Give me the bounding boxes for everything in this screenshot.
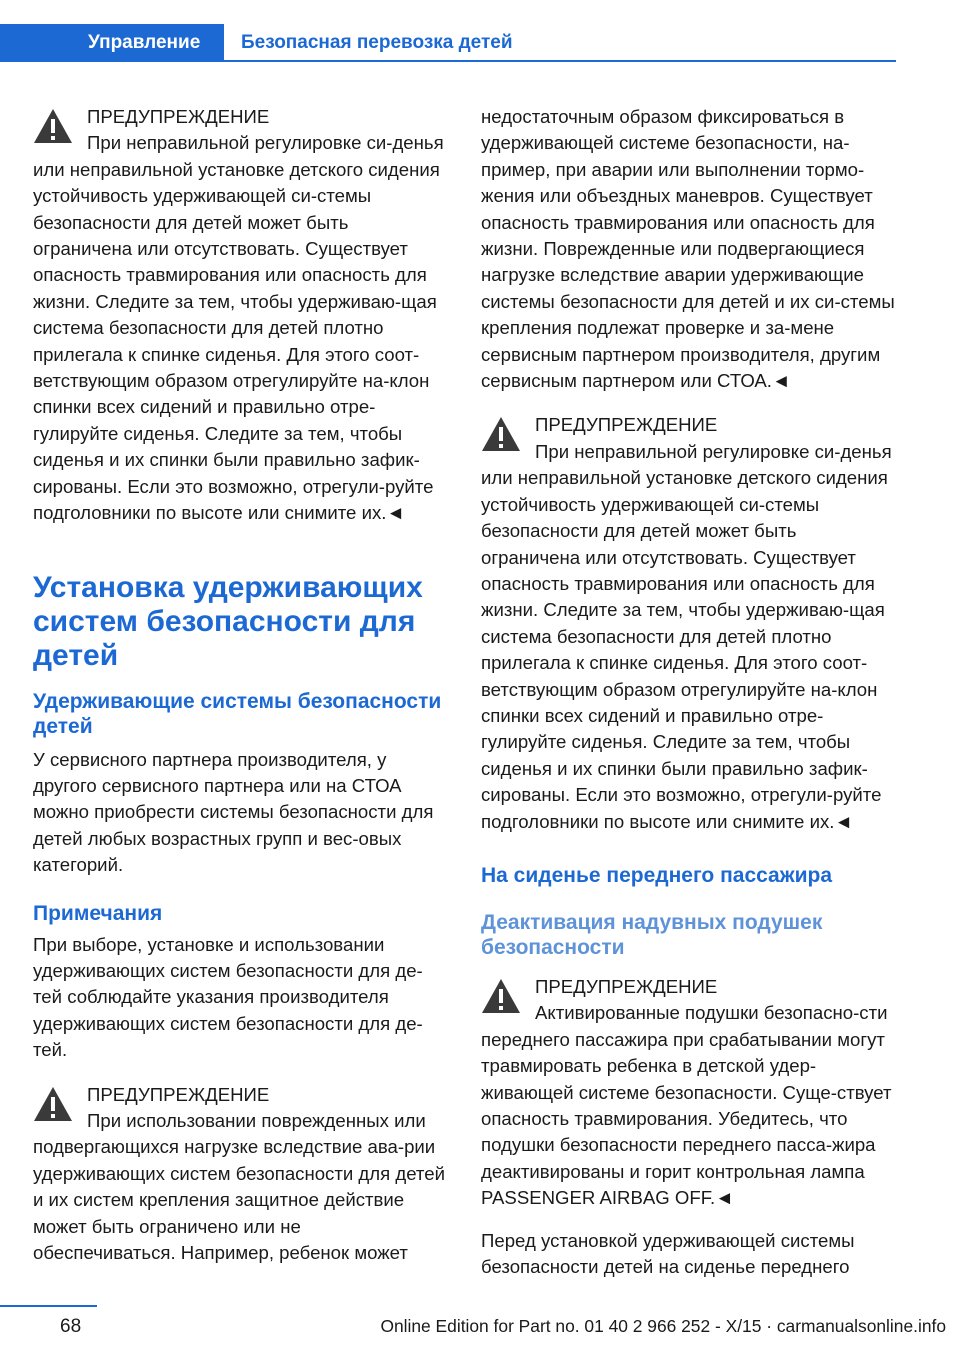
warning-text: При использовании поврежденных или подвергающихся нагрузке вследствие ава-рии удерживающих систем безопасности для детей и их систем крепления защитное действие может быть ограничено или не обеспечиваться. Например, ребенок может (33, 1109, 445, 1263)
body-paragraph: Перед установкой удерживающей системы безопасности детей на сиденье переднего (481, 1229, 855, 1278)
warning-label: ПРЕДУПРЕЖДЕНИЕ (87, 106, 270, 127)
footer-rule (0, 1305, 97, 1307)
notes-heading: Примечания (33, 901, 163, 925)
subsection-heading: Удерживающие системы безопасности детей (33, 689, 442, 738)
warning-text: При неправильной регулировке си-денья или неправильной установке детского сидения устойчивость удерживающей си-стемы безопасности для детей может быть ограничена или отсутствовать. Существует опасность травмирования или опасность для жизни. Следите за тем, чтобы удерживаю-щая система безопасности для детей плотно прилегала к спинке сиденья. Для этого соот-ветствующим образом отрегулируйте на-клон спинки всех сидений и правильно отре-гулируйте сиденья. Следите за тем, чтобы сиденья и их спинки были правильно зафик-сированы. Если это возможно, отрегули-руйте подголовники по высоте или снимите их.◄ (481, 440, 892, 832)
warning-block (481, 412, 895, 835)
warning-text: Активированные подушки безопасно-сти переднего пассажира при срабатывании могут травмировать ребенка в детской удер-живающей системе безопасности. Суще-ствует опасность травмирования. Убедитесь, что подушки безопасности переднего пасса-жира деактивированы и горит контрольная лампа PASSENGER AIRBAG OFF.◄ (481, 1002, 892, 1209)
warning-triangle-icon (481, 978, 521, 1014)
warning-label: ПРЕДУПРЕЖДЕНИЕ (535, 975, 718, 997)
warning-block (33, 104, 447, 527)
body-paragraph: У сервисного партнера производителя, у другого сервисного партнера или на СТОА можно приобрести системы безопасности для детей любых возрастных групп и вес-овых категорий. (33, 748, 434, 876)
section-heading: Установка удерживающих систем безопасности для детей (33, 570, 423, 672)
page-number: 68 (60, 1316, 82, 1337)
warning-block (481, 974, 895, 1212)
body-paragraph: недостаточным образом фиксироваться в удерживающей системе безопасности, на-пример, при аварии или выполнении тормо-жения или объездных маневров. Существует опасность травмирования или опасность для жизни. Поврежденные или подвергающиеся нагрузке вследствие аварии удерживающие системы безопасности для детей и их си-стемы крепления подлежат проверке и за-мене сервисным партнером производителя, другим сервисным партнером или СТОА.◄ (481, 106, 895, 392)
header-subsection-title: Безопасная перевозка детей (241, 32, 513, 53)
warning-triangle-icon (33, 1086, 73, 1122)
warning-triangle-icon (481, 416, 521, 452)
warning-text: При неправильной регулировке си-денья или неправильной установке детского сидения устойчивость удерживающей си-стемы безопасности для детей может быть ограничена или отсутствовать. Существует опасность травмирования или опасность для жизни. Следите за тем, чтобы удерживаю-щая система безопасности для детей плотно прилегала к спинке сиденья. Для этого соот-ветствующим образом отрегулируйте на-клон спинки всех сидений и правильно отре-гулируйте сиденья. Следите за тем, чтобы сиденья и их спинки были правильно зафик-сированы. Если это возможно, отрегули-руйте подголовники по высоте или снимите их.◄ (33, 132, 444, 524)
header-section-title: Управление (88, 32, 201, 53)
left-column (33, 104, 447, 1266)
warning-block (33, 1082, 447, 1267)
body-paragraph: При выборе, установке и использовании удерживающих систем безопасности для де-тей соблюдайте указания производителя удерживающих систем безопасности для де-тей. (33, 933, 423, 1061)
warning-label: ПРЕДУПРЕЖДЕНИЕ (87, 1083, 270, 1105)
footer-edition: Online Edition for Part no. 01 40 2 966 252 - X/15 · carmanualsonline.info (380, 1316, 946, 1336)
warning-label: ПРЕДУПРЕЖДЕНИЕ (535, 414, 718, 436)
right-column (481, 104, 895, 1280)
warning-triangle-icon (33, 108, 73, 144)
subsubsection-heading: Деактивация надувных подушек безопасности (481, 910, 823, 959)
subsection-heading: На сиденье переднего пассажира (481, 863, 833, 887)
